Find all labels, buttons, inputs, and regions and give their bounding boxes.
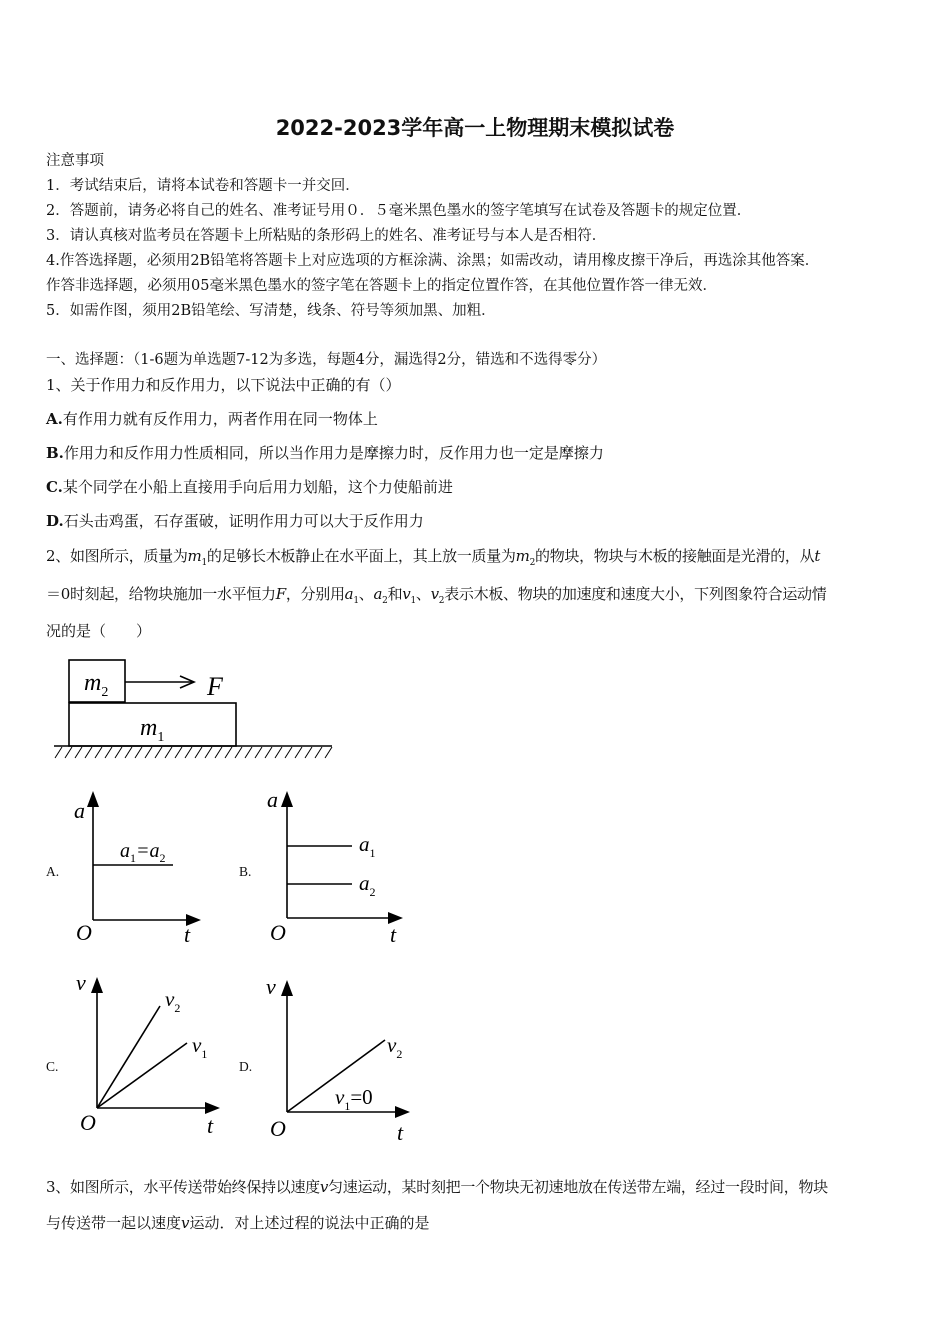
arrowhead-icon <box>87 791 99 807</box>
graph-a-label: A. <box>46 864 60 879</box>
option-label: D. <box>46 512 64 530</box>
q2-line-1 <box>46 546 820 573</box>
curve-label-v2: $v_2$ <box>165 987 181 1015</box>
ground-hatch <box>55 747 332 758</box>
q3-text: 匀速运动，某时刻把一个物块无初速地放在传送带左端，经过一段时间，物块 <box>328 1178 828 1196</box>
origin-label: O <box>270 1116 286 1141</box>
notice-heading: 注意事项 <box>46 153 104 169</box>
option-label: C. <box>46 478 63 496</box>
origin-label: O <box>270 920 286 945</box>
notice-item-5: 5．如需作图，须用2B铅笔绘、写清楚，线条、符号等须加黑、加粗． <box>46 303 496 319</box>
curve-v1 <box>97 1043 187 1108</box>
option-label: B. <box>46 444 64 462</box>
var-t: t <box>814 547 821 565</box>
q2-text: ，分别用 <box>285 585 345 603</box>
arrowhead-icon <box>91 977 103 993</box>
graph-a <box>68 785 228 950</box>
q3-text: 3、如图所示，水平传送带始终保持以速度 <box>46 1178 320 1196</box>
q3-text: 运动．对上述过程的说法中正确的是 <box>189 1214 430 1232</box>
q2-line-2 <box>46 584 826 611</box>
q1-option-a <box>46 409 378 429</box>
q2-text: 、 <box>358 585 374 603</box>
q1-stem: 1、关于作用力和反作用力，以下说法中正确的有（） <box>46 376 401 394</box>
arrowhead-icon <box>395 1106 410 1118</box>
var-sub: 1 <box>410 596 416 606</box>
option-label: A. <box>46 410 63 428</box>
curve-label: $a_1=a_2$ <box>120 840 166 865</box>
curve-label-v1: $v_1=0$ <box>335 1085 373 1113</box>
axis-label-y: v <box>76 970 86 995</box>
var-sub: 2 <box>382 596 388 606</box>
var-a: a <box>344 585 354 603</box>
notice-item-3: 3．请认真核对监考员在答题卡上所粘贴的条形码上的姓名、准考证号与本人是否相符． <box>46 228 607 244</box>
q2-text: 和 <box>387 585 403 603</box>
option-text: 某个同学在小船上直接用手向后用力划船，这个力使船前进 <box>62 478 453 496</box>
label-F: F <box>207 672 223 701</box>
label-m2: $m_2$ <box>84 670 109 700</box>
notice-item-2: 2．答题前，请务必将自己的姓名、准考证号用０．５毫米黑色墨水的签字笔填写在试卷及答题卡的规定位置． <box>46 203 752 219</box>
q2-line-3: 况的是（ ） <box>46 622 152 640</box>
axis-label-y: a <box>267 787 278 812</box>
axis-label-y: a <box>74 798 85 823</box>
q3-text: 与传送带一起以速度 <box>46 1214 182 1232</box>
graph-b <box>262 785 422 950</box>
q2-text: 的物块，物块与木板的接触面是光滑的，从 <box>535 547 815 565</box>
curve-label-a1: $a_1$ <box>359 832 376 860</box>
arrowhead-icon <box>281 980 293 996</box>
q2-text: 、 <box>415 585 431 603</box>
notice-item-4-cont: 作答非选择题，必须用05毫米黑色墨水的签字笔在答题卡上的指定位置作答，在其他位置作答一律无效． <box>46 278 717 294</box>
graph-c-label: C. <box>46 1059 59 1074</box>
q2-text: 的足够长木板静止在水平面上，其上放一质量为 <box>206 547 516 565</box>
var-v: v <box>430 585 439 603</box>
var-sub: 1 <box>201 558 207 568</box>
q2-text: ＝0时刻起，给物块施加一水平恒力 <box>46 585 276 603</box>
notice-item-4: 4.作答选择题，必须用2B铅笔将答题卡上对应选项的方框涂满、涂黑；如需改动，请用橡皮擦干净后，再选涂其他答案． <box>46 253 820 269</box>
var-sub: 2 <box>529 558 535 568</box>
var-v: v <box>402 585 411 603</box>
curve-v2 <box>97 1006 160 1108</box>
q2-text: 2、如图所示，质量为 <box>46 547 188 565</box>
origin-label: O <box>76 920 92 945</box>
arrowhead-icon <box>281 791 293 807</box>
graph-d <box>262 968 432 1143</box>
var-F: F <box>275 585 286 603</box>
var-sub: 1 <box>353 596 359 606</box>
q1-option-b <box>46 443 604 463</box>
label-m1: $m_1$ <box>140 715 165 745</box>
option-text: 石头击鸡蛋，石存蛋破，证明作用力可以大于反作用力 <box>63 512 424 530</box>
graph-b-label: B. <box>239 864 252 879</box>
q2-text: 表示木板、物块的加速度和速度大小，下列图象符合运动情 <box>444 585 827 603</box>
curve-label-v2: $v_2$ <box>387 1033 403 1061</box>
graph-c <box>72 968 232 1138</box>
option-text: 有作用力就有反作用力，两者作用在同一物体上 <box>62 410 378 428</box>
page-title: 2022-2023学年高一上物理期末模拟试卷 <box>275 116 675 140</box>
notice-item-1: 1．考试结束后，请将本试卷和答题卡一并交回． <box>46 178 360 194</box>
curve-label-v1: $v_1$ <box>192 1033 208 1061</box>
axis-label-x: t <box>207 1113 214 1138</box>
graph-d-label: D. <box>239 1059 253 1074</box>
var-m: m <box>515 547 530 565</box>
q3-line-1 <box>46 1177 828 1197</box>
origin-label: O <box>80 1110 96 1135</box>
block-on-board-figure <box>52 655 342 765</box>
q1-option-c <box>46 477 453 497</box>
axis-label-y: v <box>266 974 276 999</box>
var-m: m <box>187 547 202 565</box>
var-v: v <box>319 1178 329 1196</box>
var-sub: 2 <box>438 596 445 606</box>
axis-label-x: t <box>184 922 191 947</box>
section-heading: 一、选择题：（1-6题为单选题7-12为多选，每题4分，漏选得2分，错选和不选得零分） <box>46 352 607 368</box>
axis-label-x: t <box>390 922 397 947</box>
axis-label-x: t <box>397 1120 404 1143</box>
curve-label-a2: $a_2$ <box>359 871 376 899</box>
option-text: 作用力和反作用力性质相同，所以当作用力是摩擦力时，反作用力也一定是摩擦力 <box>63 444 604 462</box>
q3-line-2 <box>46 1213 430 1233</box>
var-a: a <box>373 585 383 603</box>
q1-option-d <box>46 511 424 531</box>
var-v: v <box>181 1214 190 1232</box>
